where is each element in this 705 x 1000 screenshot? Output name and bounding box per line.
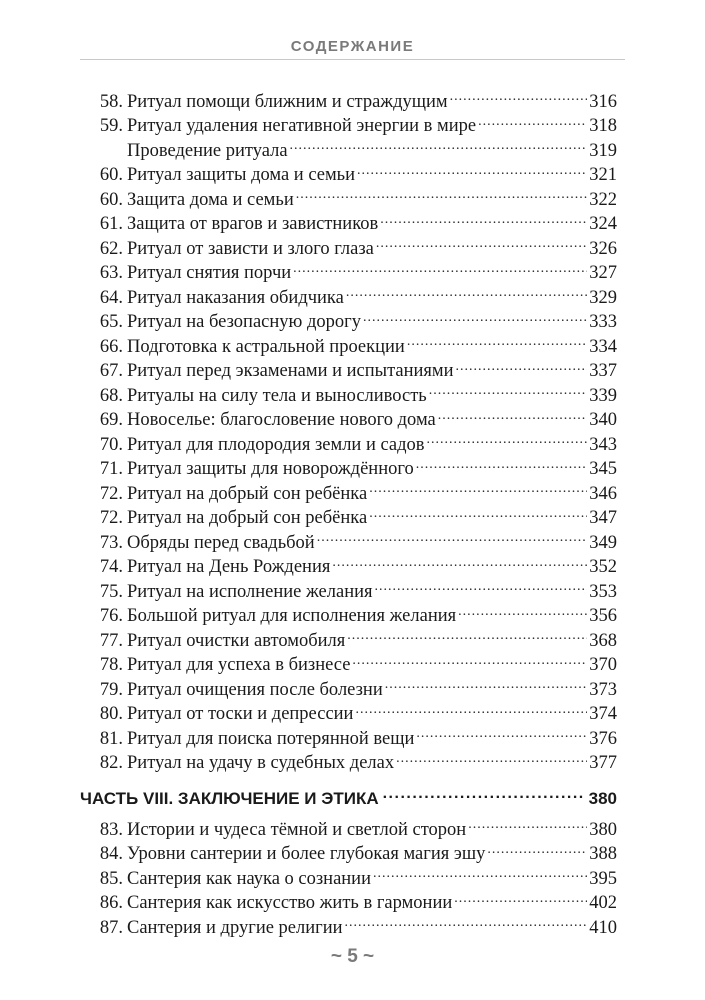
entry-number: 72.: [99, 508, 123, 528]
entry-page: 353: [589, 581, 617, 602]
entry-number: 76.: [99, 606, 123, 626]
entry-page: 343: [589, 434, 617, 455]
entry-page: 373: [589, 679, 617, 700]
toc-entry[interactable]: [80, 235, 617, 260]
toc-entry[interactable]: [80, 750, 617, 775]
entry-title: Истории и чудеса тёмной и светлой сторон: [127, 819, 467, 840]
toc-entry[interactable]: [80, 88, 617, 113]
entry-page: 388: [589, 844, 617, 864]
toc-entry[interactable]: [80, 841, 617, 866]
entry-title: Ритуал наказания обидчика: [127, 287, 344, 308]
entry-number: 83.: [99, 819, 123, 840]
entry-number: 86.: [99, 893, 123, 913]
toc-entry[interactable]: [80, 603, 617, 628]
entry-title: Защита от врагов и завистников: [127, 214, 379, 234]
entry-page: 377: [589, 753, 617, 773]
entry-number: 85.: [99, 868, 123, 889]
entry-number: 60.: [99, 165, 123, 185]
toc-entry[interactable]: [80, 676, 617, 701]
dot-leader: [293, 260, 587, 279]
toc-entry[interactable]: [80, 865, 617, 890]
entry-number: 58.: [99, 91, 123, 112]
toc-entry[interactable]: [80, 333, 617, 358]
entry-page: 340: [589, 410, 617, 430]
entry-page: 402: [589, 893, 617, 913]
toc-entry[interactable]: [80, 554, 617, 579]
entry-page: 329: [589, 287, 617, 308]
entry-page: 327: [589, 263, 617, 283]
dot-leader: [369, 505, 587, 524]
entry-number: 69.: [99, 410, 123, 430]
entry-title: Ритуал очищения после болезни: [127, 679, 383, 700]
dot-leader: [376, 235, 587, 254]
toc-entry[interactable]: [80, 186, 617, 211]
entry-title: Проведение ритуала: [127, 140, 288, 161]
entry-title: Сантерия как искусство жить в гармонии: [127, 893, 453, 913]
dot-leader: [478, 113, 587, 132]
entry-title: Ритуал очистки автомобиля: [127, 630, 346, 651]
toc-entry[interactable]: [80, 627, 617, 652]
dot-leader: [369, 480, 587, 499]
header-rule: [80, 59, 625, 60]
entry-title: Новоселье: благословение нового дома: [127, 410, 436, 430]
entry-title: Ритуал на добрый сон ребёнка: [127, 508, 368, 528]
toc-entry[interactable]: [80, 162, 617, 187]
toc-list-conclusion: [80, 816, 617, 939]
dot-leader: [458, 603, 587, 622]
entry-page: 321: [589, 165, 617, 185]
entry-number: 87.: [99, 917, 123, 938]
dot-leader: [416, 725, 587, 744]
entry-number: 71.: [99, 459, 123, 479]
entry-number: 67.: [99, 361, 123, 381]
entry-title: Ритуал для успеха в бизнесе: [127, 655, 351, 675]
entry-title: Сантерия как наука о сознании: [127, 868, 371, 889]
entry-page: 395: [589, 868, 617, 889]
entry-number: 59.: [99, 116, 123, 136]
entry-page: 333: [589, 312, 617, 332]
entry-number: 63.: [99, 263, 123, 283]
entry-number: 70.: [99, 434, 123, 455]
dot-leader: [383, 787, 585, 804]
dot-leader: [357, 162, 587, 181]
entry-number: 68.: [99, 385, 123, 406]
toc-entry[interactable]: [80, 652, 617, 677]
dot-leader: [346, 284, 587, 303]
toc-entry[interactable]: [80, 382, 617, 407]
dot-leader: [345, 914, 588, 933]
entry-page: 349: [589, 532, 617, 553]
dot-leader: [454, 890, 587, 909]
entry-number: 73.: [99, 532, 123, 553]
part-page: 380: [588, 789, 617, 808]
dot-leader: [385, 676, 588, 695]
table-of-contents: [80, 88, 617, 939]
running-header: [80, 38, 625, 56]
dot-leader: [487, 841, 587, 860]
toc-entry[interactable]: [80, 137, 617, 162]
entry-number: 75.: [99, 581, 123, 602]
entry-title: Сантерия и другие религии: [127, 917, 343, 938]
entry-page: 345: [589, 459, 617, 479]
entry-title: Обряды перед свадьбой: [127, 532, 315, 553]
dot-leader: [380, 211, 587, 230]
entry-number: 80.: [99, 704, 123, 724]
toc-entry[interactable]: [80, 816, 617, 841]
dot-leader: [296, 186, 588, 205]
entry-number: 62.: [99, 238, 123, 259]
entry-number: 79.: [99, 679, 123, 700]
toc-entry[interactable]: [80, 431, 617, 456]
entry-title: Ритуал на исполнение желания: [127, 581, 373, 602]
entry-title: Ритуал на удачу в судебных делах: [127, 753, 395, 773]
toc-entry[interactable]: [80, 260, 617, 285]
dot-leader: [290, 137, 588, 156]
entry-page: 368: [589, 630, 617, 651]
entry-number: 82.: [99, 753, 123, 773]
entry-number: 78.: [99, 655, 123, 675]
entry-title: Ритуал удаления негативной энергии в мире: [127, 116, 477, 136]
entry-page: 319: [589, 140, 617, 161]
entry-page: 374: [589, 704, 617, 724]
entry-number: 61.: [99, 214, 123, 234]
page-number: ~ 5 ~: [330, 946, 375, 967]
toc-entry[interactable]: [80, 725, 617, 750]
toc-entry[interactable]: [80, 701, 617, 726]
dot-leader: [468, 816, 587, 835]
entry-title: Ритуал на безопасную дорогу: [127, 312, 361, 332]
toc-entry[interactable]: [80, 358, 617, 383]
entry-number: 66.: [99, 336, 123, 357]
entry-page: 334: [589, 336, 617, 357]
entry-title: Ритуал для плодородия земли и садов: [127, 434, 425, 455]
dot-leader: [317, 529, 588, 548]
toc-entry[interactable]: [80, 890, 617, 915]
entry-title: Уровни сантерии и более глубокая магия эшу: [127, 844, 486, 864]
entry-title: Ритуал для поиска потерянной вещи: [127, 728, 415, 749]
entry-page: 322: [589, 189, 617, 210]
part-title: ЧАСТЬ VIII. ЗАКЛЮЧЕНИЕ И ЭТИКА: [80, 789, 379, 808]
toc-entry[interactable]: [80, 407, 617, 432]
entry-title: Ритуал снятия порчи: [127, 263, 292, 283]
entry-page: 339: [589, 385, 617, 406]
dot-leader: [416, 456, 588, 475]
toc-entry[interactable]: [80, 578, 617, 603]
toc-list-rituals: [80, 88, 617, 774]
toc-entry[interactable]: [80, 480, 617, 505]
entry-number: 84.: [99, 844, 123, 864]
entry-title: Ритуал помощи ближним и страждущим: [127, 91, 448, 112]
entry-number: 65.: [99, 312, 123, 332]
dot-leader: [347, 627, 587, 646]
toc-entry[interactable]: [80, 211, 617, 236]
entry-number: 72.: [99, 483, 123, 504]
toc-entry[interactable]: [80, 309, 617, 334]
entry-page: 326: [589, 238, 617, 259]
entry-title: Большой ритуал для исполнения желания: [127, 606, 457, 626]
entry-page: 356: [589, 606, 617, 626]
toc-entry[interactable]: [80, 529, 617, 554]
toc-entry[interactable]: [80, 284, 617, 309]
dot-leader: [396, 750, 587, 769]
entry-page: 346: [589, 483, 617, 504]
entry-title: Ритуал на добрый сон ребёнка: [127, 483, 368, 504]
entry-title: Подготовка к астральной проекции: [127, 336, 405, 357]
entry-page: 352: [589, 557, 617, 577]
entry-page: 380: [589, 819, 617, 840]
entry-title: Ритуал на День Рождения: [127, 557, 331, 577]
dot-leader: [355, 701, 587, 720]
entry-number: 60.: [99, 189, 123, 210]
toc-entry[interactable]: [80, 113, 617, 138]
toc-entry[interactable]: [80, 456, 617, 481]
dot-leader: [373, 865, 587, 884]
toc-part-heading[interactable]: [80, 786, 617, 812]
dot-leader: [352, 652, 587, 671]
entry-number: 81.: [99, 728, 123, 749]
entry-page: 347: [589, 508, 617, 528]
toc-entry[interactable]: [80, 914, 617, 939]
entry-number: 77.: [99, 630, 123, 651]
entry-number: 64.: [99, 287, 123, 308]
dot-leader: [438, 407, 588, 426]
dot-leader: [456, 358, 588, 377]
entry-page: 370: [589, 655, 617, 675]
entry-title: Ритуал от зависти и злого глаза: [127, 238, 374, 259]
dot-leader: [332, 554, 587, 573]
entry-title: Ритуалы на силу тела и выносливость: [127, 385, 427, 406]
entry-title: Ритуал перед экзаменами и испытаниями: [127, 361, 454, 381]
entry-title: Ритуал защиты для новорождённого: [127, 459, 414, 479]
dot-leader: [429, 382, 588, 401]
entry-page: 318: [589, 116, 617, 136]
entry-page: 316: [589, 91, 617, 112]
toc-entry[interactable]: [80, 505, 617, 530]
entry-title: Ритуал от тоски и депрессии: [127, 704, 354, 724]
header-title: СОДЕРЖАНИЕ: [290, 38, 415, 55]
entry-page: 376: [589, 728, 617, 749]
dot-leader: [407, 333, 587, 352]
dot-leader: [363, 309, 587, 328]
dot-leader: [375, 578, 588, 597]
entry-title: Ритуал защиты дома и семьи: [127, 165, 356, 185]
dot-leader: [427, 431, 588, 450]
entry-page: 410: [589, 917, 617, 938]
entry-page: 324: [589, 214, 617, 234]
entry-number: 74.: [99, 557, 123, 577]
entry-title: Защита дома и семьи: [127, 189, 294, 210]
dot-leader: [450, 88, 588, 107]
entry-page: 337: [589, 361, 617, 381]
